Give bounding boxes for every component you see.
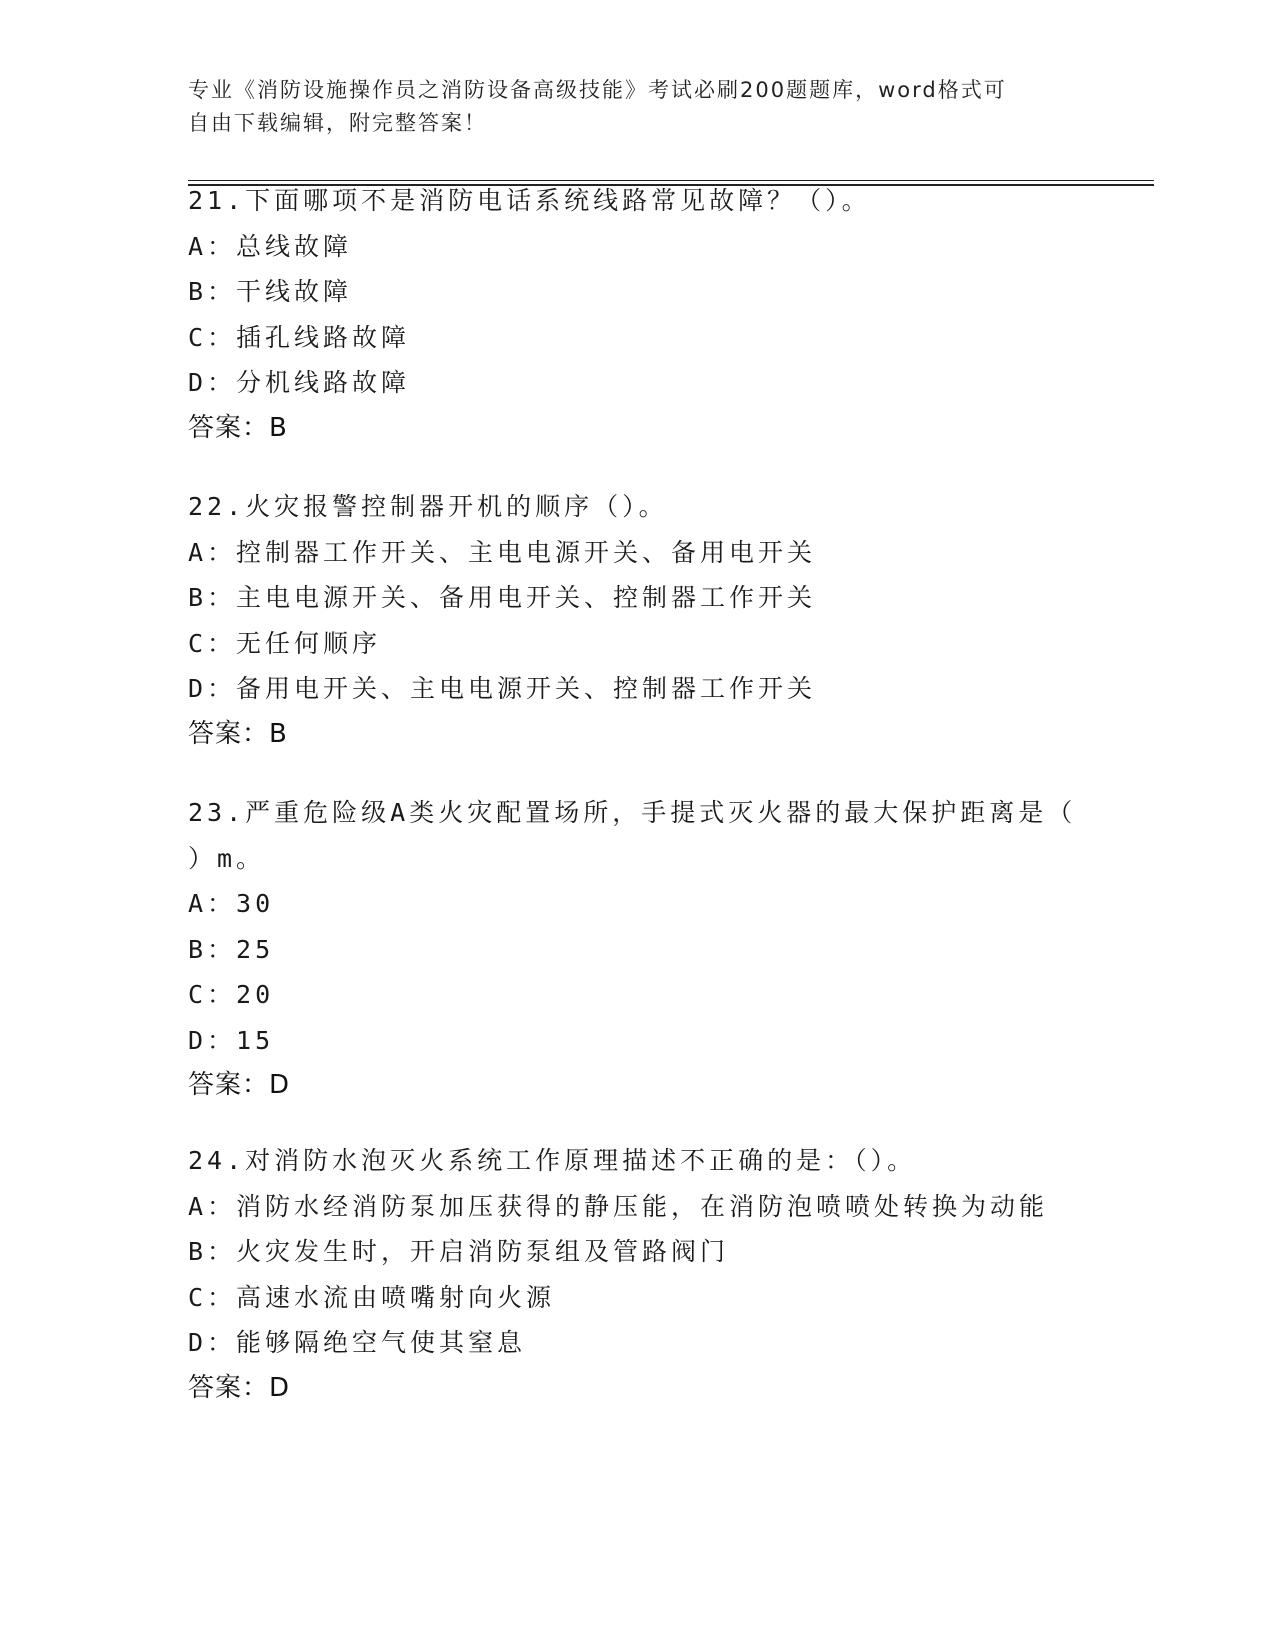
option-b: B：主电电源开关、备用电开关、控制器工作开关 bbox=[188, 583, 817, 612]
option-d: D：15 bbox=[188, 1025, 275, 1055]
answer-label: 答案： bbox=[188, 412, 270, 443]
question-stem: 22.火灾报警控制器开机的顺序（）。 bbox=[188, 492, 668, 521]
answer-label: 答案： bbox=[188, 1070, 270, 1100]
option-c: C：无任何顺序 bbox=[188, 628, 382, 658]
option-a: A：消防水经消防泵加压获得的静压能，在消防泡喷喷处转换为动能 bbox=[188, 1191, 1049, 1221]
answer-line bbox=[188, 1366, 1088, 1412]
document-header bbox=[188, 74, 1088, 140]
option-c: C：高速水流由喷嘴射向火源 bbox=[188, 1282, 556, 1312]
question-22 bbox=[188, 484, 1088, 757]
question-stem: 21.下面哪项不是消防电话系统线路常见故障？（）。 bbox=[188, 186, 871, 215]
question-stem-continued: ）m。 bbox=[188, 843, 266, 873]
question-21 bbox=[188, 178, 1088, 451]
question-23 bbox=[188, 790, 1088, 1109]
option-a: A：30 bbox=[188, 889, 275, 918]
option-d: D：备用电开关、主电电源开关、控制器工作开关 bbox=[188, 674, 817, 703]
answer-value: B bbox=[269, 412, 288, 443]
answer-line bbox=[188, 1063, 1088, 1109]
option-c: C：插孔线路故障 bbox=[188, 322, 411, 352]
option-b: B：干线故障 bbox=[188, 277, 353, 306]
option-d: D：分机线路故障 bbox=[188, 368, 411, 397]
option-c: C：20 bbox=[188, 980, 275, 1009]
option-b: B：25 bbox=[188, 934, 275, 964]
answer-value: D bbox=[269, 1372, 291, 1403]
header-line-2: 自由下载编辑，附完整答案！ bbox=[188, 111, 487, 135]
answer-value: B bbox=[269, 718, 288, 749]
header-line-1: 专业《消防设施操作员之消防设备高级技能》考试必刷200题题库，word格式可 bbox=[188, 78, 1007, 102]
answer-label: 答案： bbox=[188, 1372, 270, 1403]
question-stem: 23.严重危险级A类火灾配置场所，手提式灭火器的最大保护距离是（ bbox=[188, 798, 1077, 827]
option-a: A：控制器工作开关、主电电源开关、备用电开关 bbox=[188, 537, 817, 567]
answer-line bbox=[188, 712, 1088, 758]
question-stem: 24.对消防水泡灭火系统工作原理描述不正确的是：（）。 bbox=[188, 1146, 917, 1175]
answer-label: 答案： bbox=[188, 718, 270, 749]
answer-value: D bbox=[269, 1070, 291, 1100]
question-24 bbox=[188, 1138, 1088, 1411]
option-d: D：能够隔绝空气使其窒息 bbox=[188, 1328, 527, 1357]
answer-line bbox=[188, 406, 1088, 452]
option-a: A：总线故障 bbox=[188, 231, 353, 261]
option-b: B：火灾发生时，开启消防泵组及管路阀门 bbox=[188, 1237, 730, 1266]
